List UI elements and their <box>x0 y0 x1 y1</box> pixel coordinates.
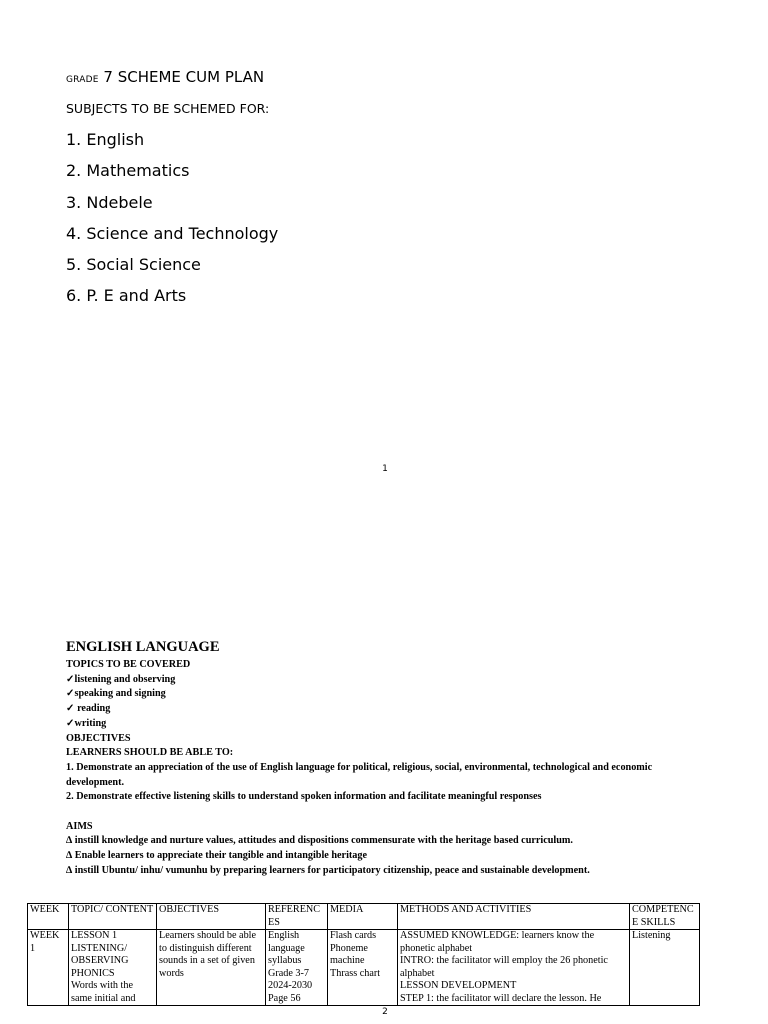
subjects-heading: SUBJECTS TO BE SCHEMED FOR: <box>66 101 270 116</box>
column-header-media: MEDIA <box>328 904 398 930</box>
table-header-row <box>28 904 700 930</box>
topic-line: PHONICS <box>71 967 115 979</box>
scheme-table <box>27 903 700 1006</box>
reference-line: Page 56 <box>268 992 301 1004</box>
cell-week: WEEK 1 <box>28 930 69 1006</box>
objective-item: 1. Demonstrate an appreciation of the use of English language for political, religious, social, environmental, technological and economic development. <box>66 761 653 788</box>
objectives-subheading: LEARNERS SHOULD BE ABLE TO: <box>66 747 234 759</box>
column-header-references: REFERENCES <box>266 904 328 930</box>
reference-line: English language syllabus <box>268 930 305 966</box>
aims-heading: AIMS <box>66 820 93 832</box>
topic-item: ✓speaking and signing <box>66 688 166 700</box>
cell-methods <box>398 930 630 1006</box>
table-row <box>28 930 700 1006</box>
topic-item: ✓writing <box>66 717 107 729</box>
subject-item: 6. P. E and Arts <box>66 286 187 306</box>
section-heading-english: ENGLISH LANGUAGE <box>66 639 220 655</box>
english-overview <box>66 658 706 879</box>
page-number: 2 <box>382 1007 388 1017</box>
subject-item: 4. Science and Technology <box>66 223 279 243</box>
column-header-methods: METHODS AND ACTIVITIES <box>398 904 630 930</box>
title-grade-label: GRADE <box>66 75 99 85</box>
aim-item: ∆ Enable learners to appreciate their tangible and intangible heritage <box>66 850 367 862</box>
topics-heading: TOPICS TO BE COVERED <box>66 659 191 670</box>
cell-media <box>328 930 398 1006</box>
topic-line: LISTENING/ OBSERVING <box>71 942 129 966</box>
methods-line: STEP 1: the facilitator will declare the lesson. He <box>400 992 602 1004</box>
aim-item: ∆ instill Ubuntu/ inhu/ vumunhu by preparing learners for participatory citizenship, peace and sustainable development. <box>66 864 590 876</box>
column-header-objectives: OBJECTIVES <box>157 904 266 930</box>
topic-line: LESSON 1 <box>71 930 118 941</box>
objective-item: 2. Demonstrate effective listening skills to understand spoken information and facilitate meaningful responses <box>66 791 542 803</box>
subject-item: 5. Social Science <box>66 255 201 275</box>
methods-line: ASSUMED KNOWLEDGE: learners know the phonetic alphabet <box>400 930 595 954</box>
column-header-week: WEEK <box>28 904 69 930</box>
subject-list <box>66 128 278 316</box>
media-line: Thrass chart <box>330 967 381 979</box>
document-title <box>66 68 264 86</box>
methods-line: LESSON DEVELOPMENT <box>400 980 517 991</box>
page-2 <box>0 480 768 1024</box>
column-header-skills: COMPETENCE SKILLS <box>630 904 700 930</box>
topic-line: Words with the same initial and <box>71 980 136 1004</box>
title-main-text: 7 SCHEME CUM PLAN <box>103 68 265 86</box>
topic-item: ✓ reading <box>66 703 111 715</box>
reference-line: 2024-2030 <box>268 980 313 991</box>
cell-objectives: Learners should be able to distinguish different sounds in a set of given words <box>157 930 266 1006</box>
page-1 <box>0 0 768 480</box>
methods-line: INTRO: the facilitator will employ the 26 phonetic alphabet <box>400 955 608 979</box>
media-line: Flash cards <box>330 930 377 941</box>
subject-item: 3. Ndebele <box>66 192 153 212</box>
column-header-topic: TOPIC/ CONTENT <box>69 904 157 930</box>
reference-line: Grade 3-7 <box>268 967 310 979</box>
subject-item: 2. Mathematics <box>66 161 190 181</box>
spacer <box>66 805 706 820</box>
topic-item: ✓listening and observing <box>66 673 176 685</box>
media-line: Phoneme machine <box>330 942 368 966</box>
aim-item: ∆ instill knowledge and nurture values, attitudes and dispositions commensurate with the heritage based curriculum. <box>66 835 573 847</box>
page-number: 1 <box>382 464 388 474</box>
cell-skills: Listening <box>630 930 700 1006</box>
cell-topic <box>69 930 157 1006</box>
subject-item: 1. English <box>66 130 145 149</box>
cell-references <box>266 930 328 1006</box>
objectives-heading: OBJECTIVES <box>66 732 131 744</box>
